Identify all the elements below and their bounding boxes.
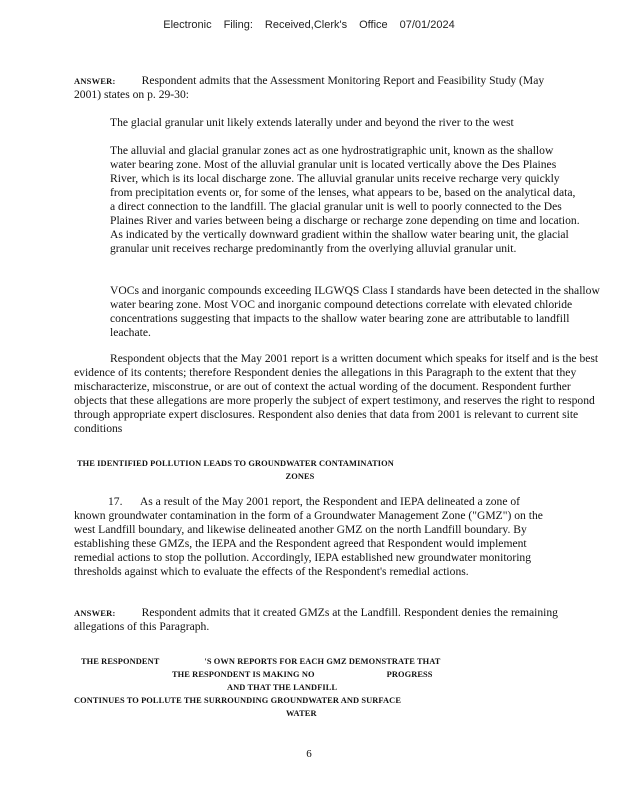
heading2-making-no: THE RESPONDENT IS MAKING NO bbox=[172, 670, 315, 679]
section-heading-pollution-line2: ZONES bbox=[285, 472, 315, 481]
header-filing: Filing: bbox=[223, 19, 253, 31]
objection-paragraph: Respondent objects that the May 2001 report is a written document which speaks for itself and is the best evidence of its contents; therefore Respondent denies the allegations in this Paragraph to the extent that they mischaracterize, misconstrue, or are out of context the actual wording of the document. Respondent further objects that these allegations are more properly the subject of expert testimony, and reserves the right to respond through appropriate expert disclosures. Respondent also denies that data from 2001 is relevant to current site conditions bbox=[74, 352, 599, 435]
answer-text: Respondent admits that the Assessment Monitoring Report and Feasibility Study (May 2001) states on p. 29-30: bbox=[74, 74, 545, 101]
page-number: 6 bbox=[306, 748, 312, 760]
paragraph-17-text: As a result of the May 2001 report, the Respondent and IEPA delineated a zone of known groundwater contamination in the form of a Groundwater Management Zone ("GMZ") on the west Landfill boundary, and likewise delineated another GMZ on the north Landfill boundary. By establishing these GMZs, the IEPA and the Respondent agreed that Respondent would implement remedial actions to stop the pollution. Accordingly, IEPA established new groundwater monitoring thresholds against which to evaluate the effects of the Respondent's remedial actions. bbox=[74, 495, 543, 578]
answer-text-2: Respondent admits that it created GMZs at the Landfill. Respondent denies the remaining allegations of this Paragraph. bbox=[74, 606, 558, 633]
filing-header bbox=[0, 19, 618, 31]
header-office: Office bbox=[359, 19, 388, 31]
answer-paragraph-1 bbox=[74, 74, 560, 102]
quote-line-glacial: The glacial granular unit likely extends laterally under and beyond the river to the west bbox=[110, 116, 514, 129]
header-received-clerks: Received,Clerk's bbox=[264, 19, 348, 31]
section-heading-gmz-reports bbox=[74, 655, 574, 720]
section-heading-pollution-line1: THE IDENTIFIED POLLUTION LEADS TO GROUNDWATER CONTAMINATION bbox=[77, 459, 394, 468]
section-heading-pollution bbox=[77, 457, 394, 483]
answer-paragraph-2 bbox=[74, 606, 562, 634]
heading2-landfill: AND THAT THE LANDFILL bbox=[227, 683, 338, 692]
heading2-own-reports: 'S OWN REPORTS FOR EACH GMZ DEMONSTRATE THAT bbox=[204, 657, 441, 666]
heading2-progress: PROGRESS bbox=[386, 670, 433, 679]
heading2-respondent: THE RESPONDENT bbox=[81, 657, 160, 666]
paragraph-17 bbox=[74, 495, 550, 579]
answer-label: ANSWER: bbox=[74, 76, 116, 86]
heading2-continues: CONTINUES TO POLLUTE THE SURROUNDING GROUNDWATER AND SURFACE bbox=[74, 696, 402, 705]
answer-label-2: ANSWER: bbox=[74, 608, 116, 618]
quote-paragraph-vocs: VOCs and inorganic compounds exceeding ILGWQS Class I standards have been detected in the shallow water bearing zone. Most VOC and inorganic compound detections correlate with elevated chloride concentrations suggesting that impacts to the shallow water bearing zone are attributable to landfill leachate. bbox=[110, 284, 600, 339]
heading2-water: WATER bbox=[286, 709, 317, 718]
quote-paragraph-hydrostratigraphic: The alluvial and glacial granular zones act as one hydrostratigraphic unit, known as the shallow water bearing zone. Most of the alluvial granular unit is located vertically above the Des Plaines River, which is its local discharge zone. The alluvial granular units receive recharge very quickly from precipitation events or, for some of the lenses, what appears to be, based on the analytical data, a direct connection to the landfill. The glacial granular unit is well to poorly connected to the Des Plaines River and varies between being a discharge or recharge zone depending on time and location. As indicated by the vertically downward gradient within the shallow water bearing unit, the glacial granular unit receives recharge predominantly from the overlying alluvial granular unit. bbox=[110, 144, 580, 255]
header-date: 07/01/2024 bbox=[399, 19, 455, 31]
paragraph-17-number: 17. bbox=[108, 495, 123, 508]
header-electronic: Electronic bbox=[163, 19, 212, 31]
